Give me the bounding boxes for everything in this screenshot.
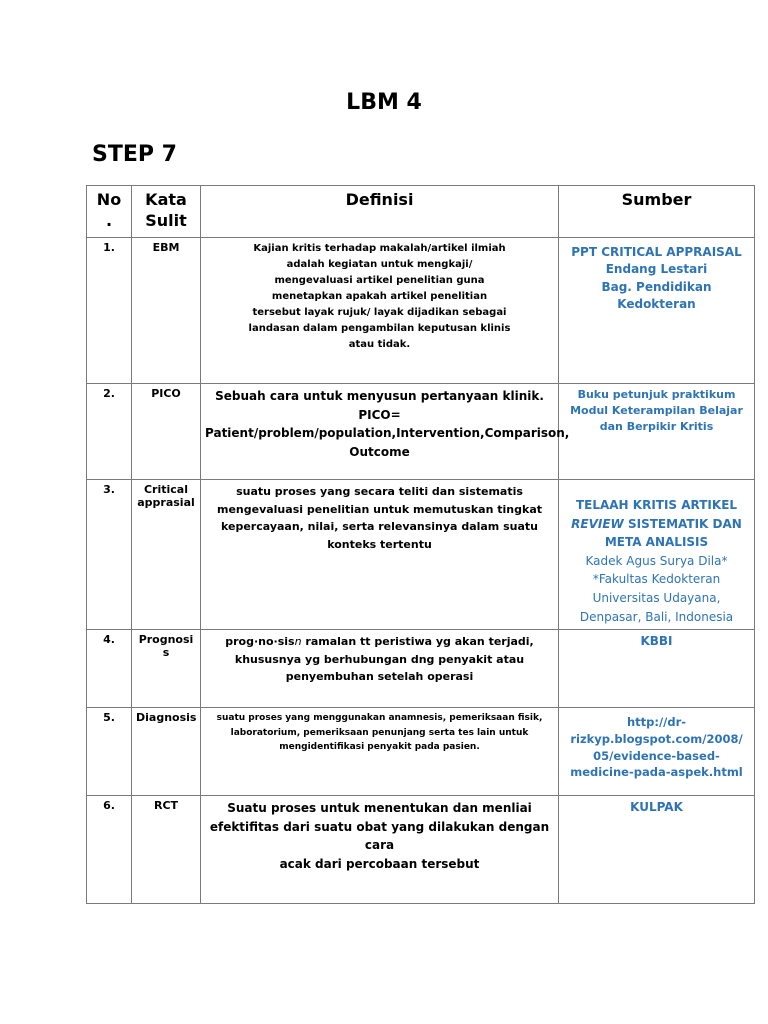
sumber-line: Buku petunjuk praktikum [577, 388, 736, 401]
sumber-line: Universitas Udayana, [592, 590, 721, 605]
glossary-table [86, 185, 755, 904]
row-definisi [201, 708, 559, 796]
row-kata: PICO [132, 384, 201, 480]
table-row [87, 630, 755, 708]
definisi-line: Patient/problem/population,Intervention,Comparison, [205, 426, 570, 441]
definisi-line: Outcome [349, 444, 410, 459]
table-header-row [87, 186, 755, 238]
definisi-line: tersebut layak rujuk/ layak dijadikan sebagai [252, 307, 507, 318]
row-no: 6. [87, 796, 132, 904]
table-row [87, 384, 755, 480]
definisi-line: mengidentifikasi penyakit pada pasien. [279, 741, 480, 752]
definisi-line: adalah kegiatan untuk mengkaji/ [286, 259, 473, 270]
sumber-line: Kadek Agus Surya Dila* [585, 553, 728, 568]
definisi-line: Kajian kritis terhadap makalah/artikel ilmiah [253, 243, 506, 254]
definisi-line: suatu proses yang secara teliti dan sistematis [236, 485, 523, 498]
header-kata-sulit: Kata Sulit [132, 186, 201, 238]
row-definisi [201, 480, 559, 630]
link-line[interactable]: rizkyp.blogspot.com/2008/ [570, 731, 743, 746]
row-no: 3. [87, 480, 132, 630]
sumber-line: Endang Lestari [605, 262, 708, 277]
row-kata: EBM [132, 238, 201, 384]
row-kata: Diagnosis [132, 708, 201, 796]
sumber-line: KULPAK [630, 800, 683, 815]
header-no: No . [87, 186, 132, 238]
row-definisi [201, 384, 570, 480]
definisi-line: khususnya yg berhubungan dng penyakit atau [234, 652, 525, 666]
table-row [87, 796, 755, 904]
row-no: 1. [87, 238, 132, 384]
definisi-line: prog·no·sisn ramalan tt peristiwa yg akan terjadi, [225, 635, 534, 649]
link-line[interactable]: medicine-pada-aspek.html [570, 765, 743, 780]
definisi-line: menetapkan apakah artikel penelitian [271, 291, 488, 302]
sumber-line: dan Berpikir Kritis [599, 419, 714, 433]
row-kata: Critical apprasial [132, 480, 201, 630]
table-row [87, 480, 755, 630]
link-line[interactable]: http://dr- [626, 715, 687, 730]
link-line[interactable]: 05/evidence-based- [593, 748, 720, 763]
definisi-line: penyembuhan setelah operasi [285, 670, 474, 684]
definisi-line: mengevaluasi penelitian untuk memutuskan tingkat [216, 502, 542, 516]
table-row [87, 238, 755, 384]
definisi-line: acak dari percobaan tersebut [279, 856, 480, 871]
definisi-line: Sebuah cara untuk menyusun pertanyaan klinik. PICO= [215, 389, 544, 422]
definisi-line: Suatu proses untuk menentukan dan menliai [227, 801, 532, 816]
sumber-line: REVIEW SISTEMATIK DAN [571, 516, 742, 531]
step-heading: STEP 7 [92, 142, 177, 167]
row-sumber [559, 384, 755, 480]
row-definisi [201, 796, 559, 904]
sumber-line: TELAAH KRITIS ARTIKEL [575, 498, 738, 512]
header-definisi: Definisi [201, 186, 559, 238]
row-kata: Prognosi s [132, 630, 201, 708]
sumber-line: Bag. Pendidikan Kedokteran [601, 279, 712, 312]
definisi-line: suatu proses yang menggunakan anamnesis, pemeriksaan fisik, [216, 713, 543, 724]
definisi-line: laboratorium, pemeriksaan penunjang serta tes lain untuk [230, 727, 529, 738]
row-definisi [201, 630, 559, 708]
definisi-line: konteks tertentu [327, 537, 432, 551]
definisi-line: kepercayaan, nilai, serta relevansinya dalam suatu [220, 520, 538, 534]
row-no: 2. [87, 384, 132, 480]
sumber-line: META ANALISIS [604, 535, 709, 550]
definisi-line: landasan dalam pengambilan keputusan klinis [248, 323, 511, 334]
row-no: 4. [87, 630, 132, 708]
definisi-line: atau tidak. [348, 339, 411, 350]
row-definisi [201, 238, 559, 384]
sumber-line: PPT CRITICAL APPRAISAL [571, 245, 742, 259]
row-sumber [559, 480, 755, 630]
row-sumber [559, 708, 755, 796]
sumber-line: *Fakultas Kedokteran [592, 572, 721, 587]
definisi-line: mengevaluasi artikel penelitian guna [274, 275, 485, 286]
table-row [87, 708, 755, 796]
sumber-line: KBBI [640, 634, 673, 649]
row-sumber [559, 796, 755, 904]
sumber-line: Modul Keterampilan Belajar [570, 403, 743, 417]
page-title: LBM 4 [346, 90, 422, 115]
row-sumber [559, 238, 755, 384]
definisi-line: efektifitas dari suatu obat yang dilakukan dengan cara [209, 819, 550, 853]
sumber-line: Denpasar, Bali, Indonesia [579, 609, 734, 624]
row-no: 5. [87, 708, 132, 796]
row-kata: RCT [132, 796, 201, 904]
header-sumber: Sumber [559, 186, 755, 238]
row-sumber [559, 630, 755, 708]
